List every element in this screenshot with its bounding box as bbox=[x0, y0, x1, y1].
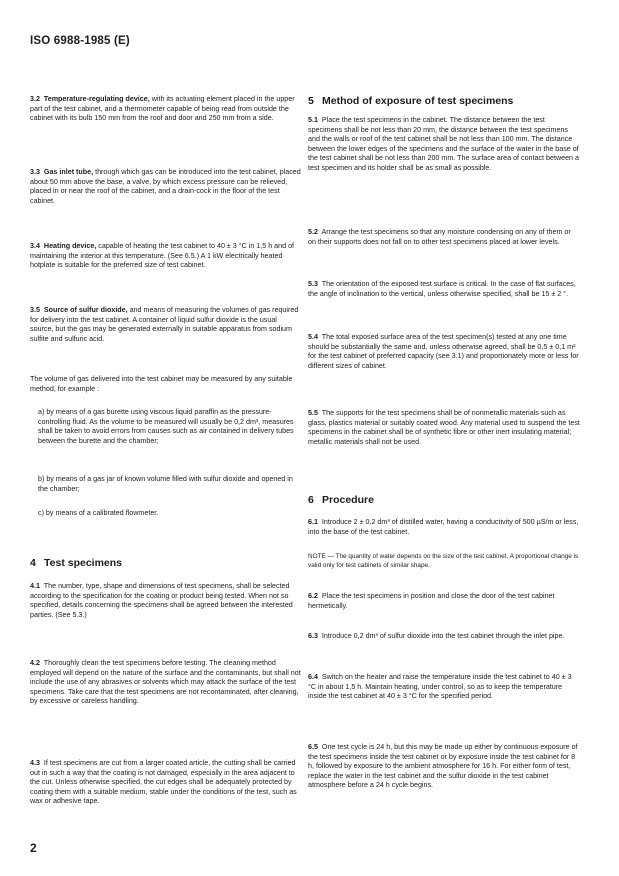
clause-5-4 bbox=[308, 333, 580, 371]
heading-4 bbox=[30, 557, 302, 569]
clause-text: The orientation of the exposed test surface is critical. In the case of flat surfaces, the angle of inclination to the vertical, unless otherwise specified, shall be 15 ± 2 °. bbox=[308, 280, 576, 298]
list-item-c: c) by means of a calibrated flowmeter. bbox=[38, 509, 159, 517]
clause-text: and means of measuring the volumes of gas required for delivery into the test cabinet. A container of liquid sulfur dioxide is the usual source, but the gas may be generated externally in suitable apparatus from sodium sulfite and sulfuric acid. bbox=[30, 306, 299, 343]
document-header: ISO 6988-1985 (E) bbox=[30, 35, 130, 47]
clause-number: 3.3 bbox=[30, 168, 40, 176]
clause-text: through which gas can be introduced into the test cabinet, placed about 50 mm above the base, a valve, by which excess pressure can be relieved, placed in or near the roof of the cabinet, and a drain-cock in the floor of the test cabinet. bbox=[30, 168, 301, 205]
heading-title: Test specimens bbox=[44, 557, 123, 569]
clause-text: Thoroughly clean the test specimens before testing. The cleaning method employed will depend on the nature of the surface and the contaminants, but shall not include the use of any abrasives or solvents which may attack the surface of the test specimens. Take care that the test specimens are not recontaminated, after cleaning, by excessive or careless handling. bbox=[30, 659, 301, 706]
clause-6-1 bbox=[308, 518, 580, 537]
heading-number: 4 bbox=[30, 557, 36, 569]
clause-term: Source of sulfur dioxide, bbox=[43, 306, 128, 314]
clause-text: with its actuating element placed in the upper part of the test cabinet, and a thermometer capable of being read from outside the cabinet with its bulb 150 mm from the roof and door and 250 mm from a side. bbox=[30, 95, 295, 123]
clause-number: 3.2 bbox=[30, 95, 40, 103]
clause-text: Introduce 0,2 dm³ of sulfur dioxide into the test cabinet through the inlet pipe. bbox=[321, 632, 565, 640]
clause-term: Gas inlet tube, bbox=[43, 168, 94, 176]
clause-4-3 bbox=[30, 759, 302, 807]
clause-3-3 bbox=[30, 168, 302, 206]
clause-5-5 bbox=[308, 409, 580, 447]
clause-6-2 bbox=[308, 592, 580, 611]
clause-4-1 bbox=[30, 582, 302, 620]
clause-text: The supports for the test specimens shall be of nonmetallic materials such as glass, plastics material or suitably coated wood. Any material used to suspend the test specimens in the cabinet shall be of synthetic fibre or other inert insulating material; metallic materials shall not be used. bbox=[308, 409, 580, 446]
clause-text: Place the test specimens in the cabinet. The distance between the test specimens shall be not less than 20 mm, the distance between the test specimens and the walls or roof of the test cabinet shall be not less than 100 mm. The distance between the lower edges of the specimens and the surface of the water in the base of the test cabinet shall be not less than 200 mm. The surface area of contact between a test specimen and its holder shall be as small as possible. bbox=[308, 116, 579, 172]
heading-title: Method of exposure of test specimens bbox=[322, 95, 514, 107]
clause-text: The number, type, shape and dimensions of test specimens, shall be selected according to the specification for the coating or product being tested. When not so specified, details concerning the specimens shall be agreed between the interested parties. (See 5.3.) bbox=[30, 582, 293, 619]
clause-number: 6.4 bbox=[308, 673, 318, 681]
clause-5-2 bbox=[308, 228, 580, 247]
clause-3-5 bbox=[30, 306, 302, 344]
clause-text: Arrange the test specimens so that any moisture condensing on any of them or on their supports does not fall on to other test specimens placed at lower levels. bbox=[308, 228, 571, 246]
heading-6 bbox=[308, 494, 580, 506]
clause-term: Temperature-regulating device, bbox=[43, 95, 150, 103]
clause-number: 4.3 bbox=[30, 759, 40, 767]
clause-text: capable of heating the test cabinet to 40 ± 3 °C in 1,5 h and of maintaining the interior at this temperature. (See 6.5.) A 1 kW electrically heated hotplate is suitable for the preferred size of test cabinet. bbox=[30, 242, 295, 270]
clause-number: 5.5 bbox=[308, 409, 318, 417]
clause-number: 4.1 bbox=[30, 582, 40, 590]
clause-number: 6.2 bbox=[308, 592, 318, 600]
clause-4-2 bbox=[30, 659, 302, 707]
paragraph-volume: The volume of gas delivered into the test cabinet may be measured by any suitable method, for example : bbox=[30, 375, 293, 393]
clause-number: 6.1 bbox=[308, 518, 318, 526]
page-number: 2 bbox=[30, 841, 37, 855]
clause-6-5 bbox=[308, 743, 580, 791]
clause-text: One test cycle is 24 h, but this may be made up either by continuous exposure of the test specimens inside the test cabinet or by exposure inside the test cabinet for 8 h, followed by exposure to the ambient atmosphere for 16 h. For either form of test, replace the water in the test cabinet and the sulfur dioxide in the test cabinet atmosphere before a 24 h cycle begins. bbox=[308, 743, 578, 790]
note: NOTE — The quantity of water depends on the size of the test cabinet. A proportional change is valid only for test cabinets of similar shape. bbox=[308, 553, 579, 569]
clause-number: 5.1 bbox=[308, 116, 318, 124]
list-item-a: a) by means of a gas burette using viscous liquid paraffin as the pressure-controlling fluid. As the volume to be measured will usually be 0,2 dm³, measures shall be taken to avoid errors from causes such as air contained in delivery tubes between the burette and the chamber; bbox=[38, 408, 294, 445]
clause-5-1 bbox=[308, 116, 580, 173]
clause-text: If test specimens are cut from a larger coated article, the cutting shall be carried out in such a way that the coating is not damaged, especially in the area adjacent to the cut. Unless otherwise specified, the cut edges shall be adequately protected by coating them with a suitable medium, stable under the conditions of the test, such as wax or adhesive tape. bbox=[30, 759, 297, 806]
clause-number: 6.5 bbox=[308, 743, 318, 751]
clause-text: Switch on the heater and raise the temperature inside the test cabinet to 40 ± 3 °C in about 1,5 h. Maintain heating, under control, so as to keep the temperature inside the test cabinet at 40 ± 3 °C for the specified period. bbox=[308, 673, 572, 701]
clause-6-4 bbox=[308, 673, 580, 702]
clause-5-3 bbox=[308, 280, 580, 299]
clause-number: 5.4 bbox=[308, 333, 318, 341]
clause-3-2 bbox=[30, 95, 302, 124]
clause-3-4 bbox=[30, 242, 302, 271]
heading-title: Procedure bbox=[322, 494, 374, 506]
clause-number: 3.5 bbox=[30, 306, 40, 314]
clause-number: 5.3 bbox=[308, 280, 318, 288]
clause-term: Heating device, bbox=[43, 242, 97, 250]
clause-text: Introduce 2 ± 0,2 dm³ of distilled water, having a conductivity of 500 µS/m or less, into the base of the test cabinet. bbox=[308, 518, 579, 536]
clause-number: 5.2 bbox=[308, 228, 318, 236]
list-item-b: b) by means of a gas jar of known volume filled with sulfur dioxide and opened in the chamber; bbox=[38, 475, 293, 493]
heading-5 bbox=[308, 95, 580, 107]
heading-number: 6 bbox=[308, 494, 314, 506]
clause-number: 6.3 bbox=[308, 632, 318, 640]
clause-number: 3.4 bbox=[30, 242, 40, 250]
clause-text: The total exposed surface area of the test specimen(s) tested at any one time should be substantially the same and, unless otherwise agreed, shall be 0,5 ± 0,1 m² for the test cabinet of preferred capacity (see 3.1) and proportionately more or less for different sizes of cabinet. bbox=[308, 333, 579, 370]
clause-text: Place the test specimens in position and close the door of the test cabinet hermetically. bbox=[308, 592, 555, 610]
clause-6-3 bbox=[308, 632, 580, 642]
clause-number: 4.2 bbox=[30, 659, 40, 667]
heading-number: 5 bbox=[308, 95, 314, 107]
